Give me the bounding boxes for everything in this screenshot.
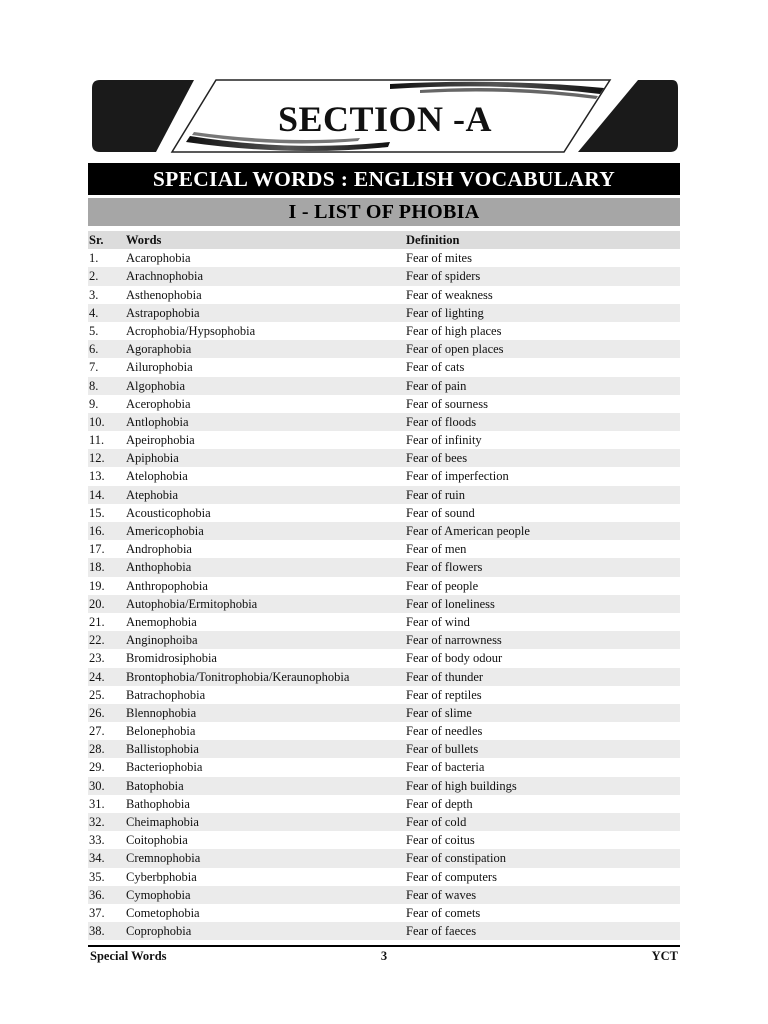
table-row — [88, 868, 680, 886]
row-definition: Fear of high buildings — [406, 778, 517, 793]
row-word: Antlophobia — [126, 414, 189, 429]
row-definition: Fear of weakness — [406, 287, 493, 302]
row-definition: Fear of sound — [406, 505, 475, 520]
row-sr: 15. — [89, 505, 105, 520]
table-row — [88, 249, 680, 267]
table-row — [88, 758, 680, 776]
row-sr: 37. — [89, 905, 105, 920]
row-word: Atephobia — [126, 487, 179, 502]
row-word: Asthenophobia — [126, 287, 202, 302]
row-word: Bathophobia — [126, 796, 190, 811]
row-word: Cometophobia — [126, 905, 200, 920]
row-word: Anemophobia — [126, 614, 197, 629]
row-definition: Fear of American people — [406, 524, 530, 538]
row-definition: Fear of coitus — [406, 833, 475, 848]
table-row — [88, 267, 680, 285]
row-word: Ballistophobia — [126, 742, 199, 757]
row-definition: Fear of cold — [406, 815, 467, 829]
row-sr: 13. — [89, 469, 105, 484]
row-word: Astrapophobia — [126, 305, 200, 320]
footer-publisher: YCT — [651, 949, 678, 963]
row-sr: 19. — [89, 578, 105, 593]
row-sr: 20. — [89, 596, 105, 611]
row-word: Atelophobia — [126, 469, 188, 484]
row-word: Anthophobia — [126, 560, 192, 575]
table-row — [88, 377, 680, 395]
row-sr: 11. — [89, 433, 105, 448]
table-row — [88, 831, 680, 849]
row-definition: Fear of thunder — [406, 669, 484, 684]
row-definition: Fear of slime — [406, 705, 472, 720]
table-row — [88, 704, 680, 722]
row-sr: 7. — [89, 360, 99, 375]
row-definition: Fear of mites — [406, 251, 472, 266]
row-sr: 8. — [89, 378, 99, 393]
row-definition: Fear of wind — [406, 614, 470, 629]
row-word: Cymophobia — [126, 887, 191, 902]
table-row — [88, 686, 680, 704]
row-definition: Fear of waves — [406, 887, 477, 902]
table-row — [88, 613, 680, 631]
row-sr: 33. — [89, 833, 105, 848]
row-definition: Fear of constipation — [406, 851, 506, 866]
row-sr: 17. — [89, 542, 105, 557]
table-row — [88, 577, 680, 595]
footer-book-title: Special Words — [90, 949, 167, 963]
row-definition: Fear of loneliness — [406, 596, 495, 611]
row-word: Ailurophobia — [126, 360, 193, 375]
row-definition: Fear of imperfection — [406, 469, 509, 484]
row-word: Apeirophobia — [126, 433, 195, 448]
row-word: Cyberbphobia — [126, 869, 197, 884]
row-word: Cheimaphobia — [126, 815, 199, 829]
row-definition: Fear of spiders — [406, 269, 481, 284]
row-definition: Fear of high places — [406, 323, 502, 338]
row-word: Autophobia/Ermitophobia — [126, 596, 258, 611]
row-definition: Fear of ruin — [406, 487, 466, 502]
row-sr: 6. — [89, 342, 99, 357]
row-sr: 9. — [89, 396, 99, 411]
table-row — [88, 395, 680, 413]
row-sr: 26. — [89, 705, 105, 720]
table-row — [88, 322, 680, 340]
table-row — [88, 722, 680, 740]
row-word: Bromidrosiphobia — [126, 651, 217, 666]
row-word: Blennophobia — [126, 705, 197, 720]
table-row — [88, 358, 680, 376]
phobia-table — [88, 231, 680, 940]
row-word: Batrachophobia — [126, 687, 206, 702]
row-sr: 3. — [89, 287, 99, 302]
row-sr: 30. — [89, 778, 105, 793]
headline-band: SPECIAL WORDS : ENGLISH VOCABULARY — [88, 163, 680, 195]
row-sr: 5. — [89, 323, 99, 338]
row-definition: Fear of cats — [406, 360, 465, 375]
row-word: Anthropophobia — [126, 578, 208, 593]
row-sr: 16. — [89, 524, 105, 538]
row-sr: 35. — [89, 869, 105, 884]
row-sr: 18. — [89, 560, 105, 575]
row-definition: Fear of infinity — [406, 433, 482, 448]
row-word: Acousticophobia — [126, 505, 211, 520]
footer-rule — [88, 945, 680, 947]
row-sr: 2. — [89, 269, 99, 284]
table-row — [88, 595, 680, 613]
row-sr: 31. — [89, 796, 105, 811]
subheadline-band: I - LIST OF PHOBIA — [88, 198, 680, 226]
row-word: Apiphobia — [126, 451, 179, 466]
table-row — [88, 631, 680, 649]
table-row — [88, 304, 680, 322]
row-sr: 21. — [89, 614, 105, 629]
row-definition: Fear of bullets — [406, 742, 479, 757]
row-sr: 23. — [89, 651, 105, 666]
table-row — [88, 540, 680, 558]
row-definition: Fear of narrowness — [406, 633, 502, 648]
table-row — [88, 413, 680, 431]
row-sr: 24. — [89, 669, 105, 684]
row-word: Acerophobia — [126, 396, 191, 411]
table-row — [88, 740, 680, 758]
row-word: Androphobia — [126, 542, 192, 557]
row-word: Cremnophobia — [126, 851, 201, 866]
table-row — [88, 558, 680, 576]
row-word: Brontophobia/Tonitrophobia/Keraunophobia — [126, 669, 350, 684]
row-word: Belonephobia — [126, 724, 196, 739]
row-definition: Fear of flowers — [406, 560, 483, 575]
table-row — [88, 777, 680, 795]
section-title: SECTION -A — [277, 99, 493, 139]
table-row — [88, 449, 680, 467]
row-sr: 22. — [89, 633, 105, 648]
table-row — [88, 795, 680, 813]
row-definition: Fear of pain — [406, 378, 467, 393]
row-word: Agoraphobia — [126, 342, 192, 357]
row-word: Batophobia — [126, 778, 184, 793]
row-word: Bacteriophobia — [126, 760, 203, 775]
row-definition: Fear of sourness — [406, 396, 488, 411]
row-word: Coitophobia — [126, 833, 188, 848]
table-row — [88, 886, 680, 904]
section-banner — [90, 78, 680, 156]
header-words: Words — [126, 233, 162, 247]
row-word: Americophobia — [126, 524, 204, 538]
row-definition: Fear of floods — [406, 414, 477, 429]
row-sr: 32. — [89, 815, 105, 829]
page-number: 3 — [380, 949, 388, 963]
table-row — [88, 649, 680, 667]
table-row — [88, 668, 680, 686]
row-word: Anginophoiba — [126, 633, 198, 648]
row-sr: 36. — [89, 887, 105, 902]
row-sr: 28. — [89, 742, 105, 757]
table-row — [88, 904, 680, 922]
table-row — [88, 922, 680, 940]
row-definition: Fear of people — [406, 578, 479, 593]
table-row — [88, 849, 680, 867]
header-sr: Sr. — [89, 233, 104, 247]
page-footer — [88, 948, 680, 964]
row-definition: Fear of computers — [406, 869, 497, 884]
row-definition: Fear of needles — [406, 724, 483, 739]
row-definition: Fear of reptiles — [406, 687, 482, 702]
table-header-row — [88, 231, 680, 249]
row-word: Acrophobia/Hypsophobia — [126, 323, 256, 338]
header-definition: Definition — [406, 233, 460, 247]
row-word: Coprophobia — [126, 924, 192, 939]
row-definition: Fear of body odour — [406, 651, 503, 666]
row-definition: Fear of lighting — [406, 305, 484, 320]
row-sr: 29. — [89, 760, 105, 775]
row-sr: 14. — [89, 487, 105, 502]
row-definition: Fear of bees — [406, 451, 468, 466]
table-row — [88, 504, 680, 522]
row-word: Acarophobia — [126, 251, 191, 266]
table-row — [88, 813, 680, 831]
row-definition: Fear of faeces — [406, 924, 477, 939]
row-definition: Fear of depth — [406, 796, 473, 811]
row-word: Algophobia — [126, 378, 186, 393]
table-row — [88, 340, 680, 358]
row-word: Arachnophobia — [126, 269, 204, 284]
row-definition: Fear of bacteria — [406, 760, 485, 775]
row-definition: Fear of comets — [406, 905, 481, 920]
row-sr: 4. — [89, 305, 99, 320]
row-sr: 38. — [89, 924, 105, 939]
table-row — [88, 431, 680, 449]
row-sr: 27. — [89, 724, 105, 739]
row-definition: Fear of open places — [406, 342, 504, 357]
table-row — [88, 286, 680, 304]
table-row — [88, 522, 680, 540]
table-row — [88, 486, 680, 504]
row-sr: 34. — [89, 851, 105, 866]
table-row — [88, 467, 680, 485]
row-sr: 12. — [89, 451, 105, 466]
row-sr: 10. — [89, 414, 105, 429]
row-definition: Fear of men — [406, 542, 467, 557]
row-sr: 1. — [89, 251, 99, 266]
row-sr: 25. — [89, 687, 105, 702]
